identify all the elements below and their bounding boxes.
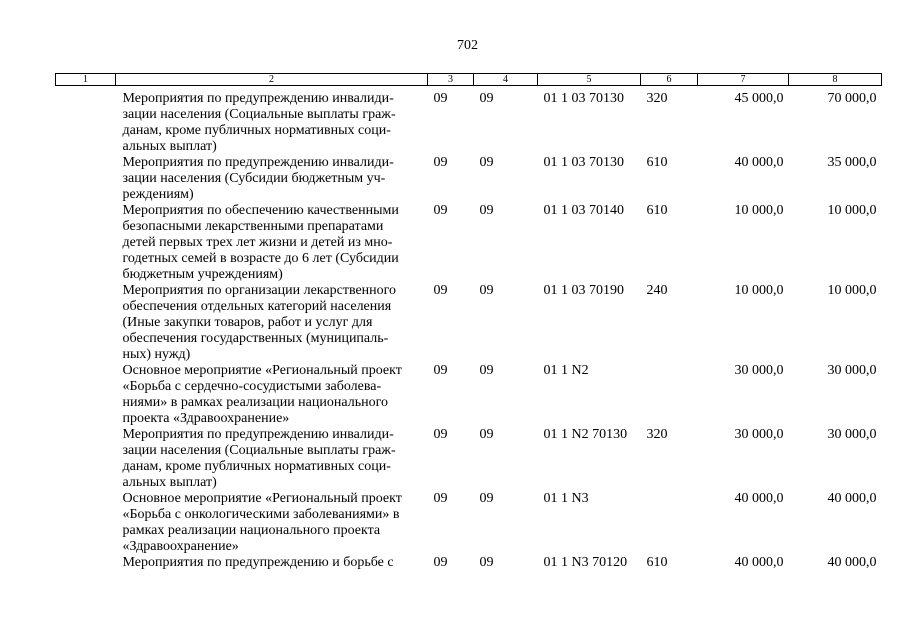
section-code-cell: 09 bbox=[433, 555, 448, 570]
table-row bbox=[56, 283, 882, 363]
column-header-5: 5 bbox=[538, 74, 641, 86]
amount-year2-cell: 40 000,0 bbox=[827, 555, 877, 570]
row-number-cell bbox=[56, 155, 116, 203]
column-header-7: 7 bbox=[698, 74, 789, 86]
table-body bbox=[56, 86, 882, 572]
amount-year2-cell: 10 000,0 bbox=[827, 203, 877, 218]
row-name-cell: Основное мероприятие «Региональный проект «Борьба с онкологическими заболеваниями» в рамках реализации национального проекта «Здравоохранение» bbox=[122, 491, 402, 554]
amount-year1-cell: 40 000,0 bbox=[734, 555, 784, 570]
subsection-code-cell: 09 bbox=[479, 555, 494, 570]
section-code-cell: 09 bbox=[433, 427, 448, 442]
table-row bbox=[56, 155, 882, 203]
amount-year1-cell: 10 000,0 bbox=[734, 203, 784, 218]
expense-type-cell: 610 bbox=[646, 155, 668, 170]
subsection-code-cell: 09 bbox=[479, 491, 494, 506]
row-name-cell: Мероприятия по предупреждению инвалиди- зации населения (Социальные выплаты граж- данам, кроме публичных нормативных соци- альных выплат) bbox=[122, 91, 396, 154]
row-name-cell: Мероприятия по предупреждению инвалиди- зации населения (Субсидии бюджетным уч- реждениям) bbox=[122, 155, 394, 202]
amount-year1-cell: 10 000,0 bbox=[734, 283, 784, 298]
amount-year1-cell: 40 000,0 bbox=[734, 491, 784, 506]
table-header bbox=[56, 74, 882, 86]
subsection-code-cell: 09 bbox=[479, 155, 494, 170]
target-article-cell: 01 1 N3 bbox=[543, 491, 589, 506]
section-code-cell: 09 bbox=[433, 91, 448, 106]
expense-type-cell: 320 bbox=[646, 427, 668, 442]
column-header-1: 1 bbox=[56, 74, 116, 86]
expense-type-cell: 320 bbox=[646, 91, 668, 106]
section-code-cell: 09 bbox=[433, 491, 448, 506]
section-code-cell: 09 bbox=[433, 363, 448, 378]
subsection-code-cell: 09 bbox=[479, 283, 494, 298]
budget-table bbox=[55, 73, 882, 571]
column-header-3: 3 bbox=[428, 74, 474, 86]
amount-year1-cell: 40 000,0 bbox=[734, 155, 784, 170]
amount-year2-cell: 30 000,0 bbox=[827, 363, 877, 378]
section-code-cell: 09 bbox=[433, 283, 448, 298]
target-article-cell: 01 1 03 70130 bbox=[543, 91, 624, 106]
row-name-cell: Мероприятия по обеспечению качественными безопасными лекарственными препаратами детей первых трех лет жизни и детей из мно- годетных семей в возрасте до 6 лет (Субсидии бюджетным учреждениям) bbox=[122, 203, 399, 282]
page-number: 702 bbox=[457, 38, 478, 53]
row-name-cell: Мероприятия по организации лекарственного обеспечения отдельных категорий населения (Иные закупки товаров, работ и услуг для обеспечения государственных (муниципаль- ных) нужд) bbox=[122, 283, 397, 362]
row-number-cell bbox=[56, 283, 116, 363]
subsection-code-cell: 09 bbox=[479, 363, 494, 378]
column-header-6: 6 bbox=[641, 74, 698, 86]
target-article-cell: 01 1 N2 70130 bbox=[543, 427, 628, 442]
table-row bbox=[56, 86, 882, 156]
subsection-code-cell: 09 bbox=[479, 427, 494, 442]
amount-year2-cell: 70 000,0 bbox=[827, 91, 877, 106]
section-code-cell: 09 bbox=[433, 203, 448, 218]
expense-type-cell: 610 bbox=[646, 555, 668, 570]
expense-type-cell bbox=[641, 491, 698, 555]
amount-year1-cell: 45 000,0 bbox=[734, 91, 784, 106]
row-name-cell: Мероприятия по предупреждению и борьбе с bbox=[122, 555, 394, 570]
section-code-cell: 09 bbox=[433, 155, 448, 170]
row-number-cell bbox=[56, 555, 116, 571]
amount-year2-cell: 10 000,0 bbox=[827, 283, 877, 298]
subsection-code-cell: 09 bbox=[479, 203, 494, 218]
row-number-cell bbox=[56, 363, 116, 427]
row-name-cell: Мероприятия по предупреждению инвалиди- зации населения (Социальные выплаты граж- данам, кроме публичных нормативных соци- альных выплат) bbox=[122, 427, 396, 490]
table-row bbox=[56, 555, 882, 571]
expense-type-cell: 240 bbox=[646, 283, 668, 298]
amount-year2-cell: 35 000,0 bbox=[827, 155, 877, 170]
amount-year2-cell: 30 000,0 bbox=[827, 427, 877, 442]
expense-type-cell bbox=[641, 363, 698, 427]
table-row bbox=[56, 203, 882, 283]
amount-year2-cell: 40 000,0 bbox=[827, 491, 877, 506]
target-article-cell: 01 1 03 70130 bbox=[543, 155, 624, 170]
column-header-8: 8 bbox=[789, 74, 882, 86]
table-row bbox=[56, 491, 882, 555]
table-row bbox=[56, 427, 882, 491]
column-header-4: 4 bbox=[474, 74, 538, 86]
table-row bbox=[56, 363, 882, 427]
amount-year1-cell: 30 000,0 bbox=[734, 363, 784, 378]
subsection-code-cell: 09 bbox=[479, 91, 494, 106]
expense-type-cell: 610 bbox=[646, 203, 668, 218]
target-article-cell: 01 1 N2 bbox=[543, 363, 589, 378]
row-number-cell bbox=[56, 491, 116, 555]
target-article-cell: 01 1 03 70140 bbox=[543, 203, 624, 218]
row-name-cell: Основное мероприятие «Региональный проект «Борьба с сердечно-сосудистыми заболева- ниями» в рамках реализации национального проекта «Здравоохранение» bbox=[122, 363, 402, 426]
amount-year1-cell: 30 000,0 bbox=[734, 427, 784, 442]
target-article-cell: 01 1 03 70190 bbox=[543, 283, 624, 298]
row-number-cell bbox=[56, 203, 116, 283]
column-header-2: 2 bbox=[116, 74, 428, 86]
row-number-cell bbox=[56, 427, 116, 491]
target-article-cell: 01 1 N3 70120 bbox=[543, 555, 628, 570]
row-number-cell bbox=[56, 86, 116, 156]
